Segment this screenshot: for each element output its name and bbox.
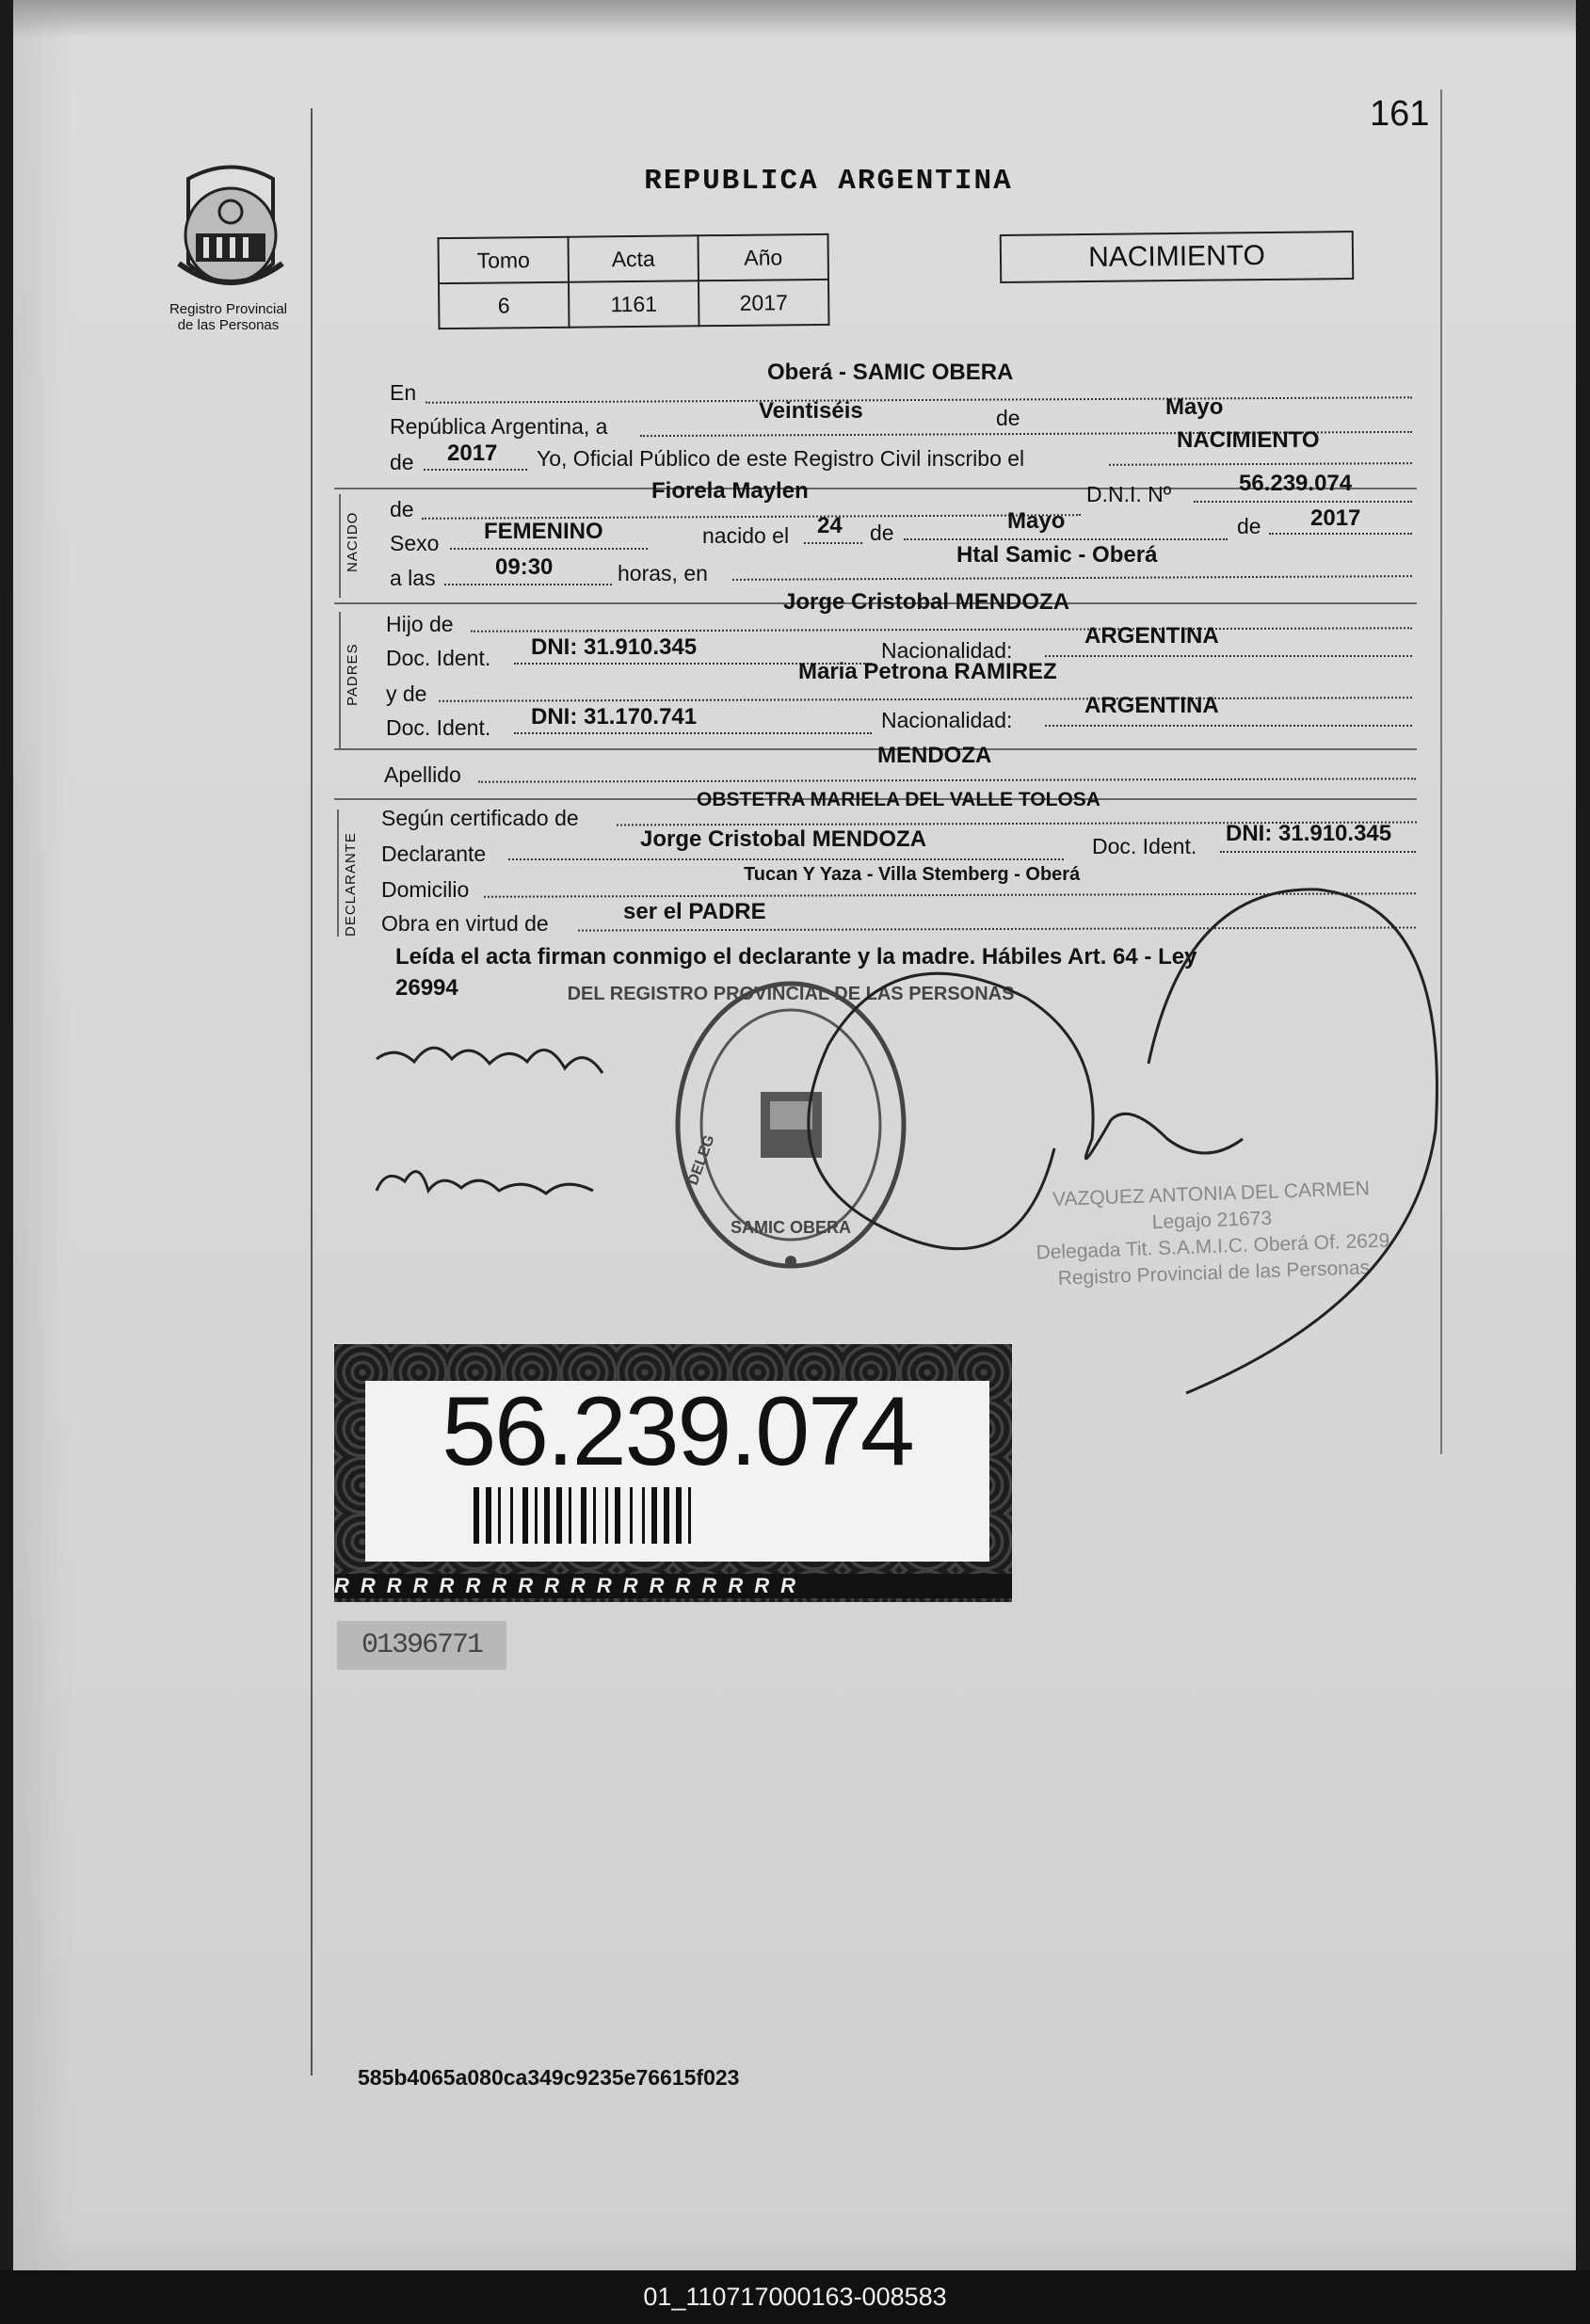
value-anio: 2017 bbox=[447, 441, 498, 466]
logo-caption-line: Registro Provincial bbox=[169, 301, 288, 317]
label-declarante: Declarante bbox=[381, 841, 487, 866]
closing-line: Leída el acta firman conmigo el declarante y la madre. Hábiles Art. 64 - Ley bbox=[395, 944, 1197, 970]
barcode-bar bbox=[664, 1487, 669, 1544]
dni-label-r-row: RRRRRRRRRRRRRRRRRR bbox=[334, 1574, 1012, 1598]
value-lugar: Oberá - SAMIC OBERA bbox=[767, 360, 1014, 385]
value-certificado: OBSTETRA MARIELA DEL VALLE TOLOSA bbox=[697, 789, 1100, 810]
document-hash: 585b4065a080ca349c9235e76615f023 bbox=[358, 2065, 740, 2090]
barcode-bar bbox=[688, 1487, 691, 1544]
label-doc-ident: Doc. Ident. bbox=[386, 646, 491, 670]
barcode-bar bbox=[615, 1487, 620, 1544]
value-apellido: MENDOZA bbox=[877, 743, 992, 768]
label-hijo-de: Hijo de bbox=[386, 612, 454, 636]
barcode-bar bbox=[676, 1487, 682, 1544]
value-obra: ser el PADRE bbox=[623, 899, 766, 924]
barcode-bar bbox=[474, 1487, 479, 1544]
value-lugar-nac: Htal Samic - Oberá bbox=[956, 542, 1158, 568]
tomo-header: Tomo bbox=[439, 237, 569, 283]
serial-number: 01396771 bbox=[337, 1621, 506, 1670]
value-nombre: Fiorela Maylen bbox=[651, 478, 809, 504]
label-nacionalidad: Nacionalidad: bbox=[881, 638, 1013, 663]
label-horas: horas, en bbox=[618, 561, 708, 585]
barcode-bar bbox=[593, 1487, 596, 1544]
label-segun: Según certificado de bbox=[381, 806, 579, 830]
barcode-bar bbox=[510, 1487, 513, 1544]
closing-line: 26994 bbox=[395, 975, 458, 1001]
label-apellido: Apellido bbox=[384, 762, 461, 787]
barcode-bar bbox=[486, 1487, 491, 1544]
logo-caption-line: de las Personas bbox=[177, 317, 280, 333]
barcode-icon bbox=[474, 1487, 869, 1544]
officer-role: Delegada Tit. S.A.M.I.C. Oberá Of. 2629 bbox=[1036, 1229, 1390, 1264]
value-madre-nac: ARGENTINA bbox=[1084, 693, 1219, 718]
tomo-value: 6 bbox=[439, 282, 569, 329]
value-dni: 56.239.074 bbox=[1239, 471, 1353, 496]
side-label-nacido: NACIDO bbox=[345, 511, 361, 572]
barcode-bar bbox=[651, 1487, 657, 1544]
value-padre-nac: ARGENTINA bbox=[1084, 623, 1219, 649]
label-yo: Yo, Oficial Público de este Registro Civil inscribo el bbox=[537, 446, 1025, 471]
page-number: 161 bbox=[1370, 94, 1430, 134]
value-madre-dni: DNI: 31.170.741 bbox=[531, 704, 698, 729]
side-label-padres: PADRES bbox=[345, 643, 361, 706]
stamp-bottom-text: SAMIC OBERA bbox=[730, 1218, 852, 1237]
footer-filename: 01_110717000163-008583 bbox=[0, 2270, 1590, 2324]
value-dia: Veintiséis bbox=[759, 398, 863, 424]
label-de3: de bbox=[870, 521, 894, 545]
acta-header: Acta bbox=[569, 235, 699, 281]
label-domicilio: Domicilio bbox=[381, 877, 470, 902]
acta-value: 1161 bbox=[569, 280, 699, 327]
value-padre: Jorge Cristobal MENDOZA bbox=[783, 589, 1070, 615]
side-label-declarante: DECLARANTE bbox=[343, 832, 359, 937]
label-en: En bbox=[390, 380, 417, 405]
value-domicilio: Tucan Y Yaza - Villa Stemberg - Oberá bbox=[744, 864, 1081, 885]
value-declarante-dni: DNI: 31.910.345 bbox=[1226, 821, 1392, 846]
label-sexo: Sexo bbox=[390, 531, 440, 555]
label-republica: República Argentina, a bbox=[390, 414, 608, 439]
label-obra: Obra en virtud de bbox=[381, 911, 549, 936]
barcode-bar bbox=[630, 1487, 633, 1544]
label-dni: D.N.I. Nº bbox=[1086, 482, 1172, 506]
label-doc-ident3: Doc. Ident. bbox=[1092, 834, 1197, 858]
label-de4: de bbox=[1237, 514, 1261, 538]
value-hora: 09:30 bbox=[495, 554, 554, 580]
label-de2: de bbox=[390, 450, 414, 474]
value-padre-dni: DNI: 31.910.345 bbox=[531, 634, 698, 660]
value-mes: Mayo bbox=[1165, 394, 1224, 420]
barcode-bar bbox=[522, 1487, 528, 1544]
barcode-bar bbox=[535, 1487, 538, 1544]
value-dia-nac: 24 bbox=[817, 513, 843, 538]
barcode-bar bbox=[544, 1487, 550, 1544]
anio-header: Año bbox=[698, 234, 827, 280]
label-de-name: de bbox=[390, 497, 414, 521]
label-y-de: y de bbox=[386, 681, 427, 706]
officer-org: Registro Provincial de las Personas bbox=[1057, 1257, 1371, 1290]
label-nacionalidad2: Nacionalidad: bbox=[881, 708, 1013, 732]
value-madre: Maria Petrona RAMIREZ bbox=[798, 659, 1057, 684]
barcode-bar bbox=[581, 1487, 586, 1544]
barcode-bar bbox=[569, 1487, 571, 1544]
label-doc-ident2: Doc. Ident. bbox=[386, 715, 491, 740]
barcode-bar bbox=[605, 1487, 608, 1544]
value-acto: NACIMIENTO bbox=[1177, 427, 1320, 453]
value-mes-nac: Mayo bbox=[1007, 508, 1066, 534]
value-declarante: Jorge Cristobal MENDOZA bbox=[640, 826, 927, 852]
record-type-box: NACIMIENTO bbox=[1000, 231, 1355, 283]
label-a-las: a las bbox=[390, 566, 436, 590]
stamp-side-text: DELEG bbox=[684, 1132, 718, 1188]
stamp-top-text: DEL REGISTRO PROVINCIAL DE LAS PERSONAS bbox=[567, 984, 1015, 1004]
officer-name: VAZQUEZ ANTONIA DEL CARMEN bbox=[1052, 1178, 1371, 1210]
value-sexo: FEMENINO bbox=[484, 519, 603, 544]
barcode-bar bbox=[642, 1487, 645, 1544]
value-anio-nac: 2017 bbox=[1310, 505, 1361, 531]
barcode-bar bbox=[498, 1487, 501, 1544]
label-de: de bbox=[996, 406, 1020, 430]
label-nacido: nacido el bbox=[702, 523, 790, 548]
barcode-bar bbox=[556, 1487, 562, 1544]
dni-label-number: 56.239.074 bbox=[442, 1377, 913, 1486]
document-title: REPUBLICA ARGENTINA bbox=[644, 165, 1013, 198]
anio-value: 2017 bbox=[699, 280, 828, 326]
officer-legajo: Legajo 21673 bbox=[1151, 1207, 1273, 1234]
